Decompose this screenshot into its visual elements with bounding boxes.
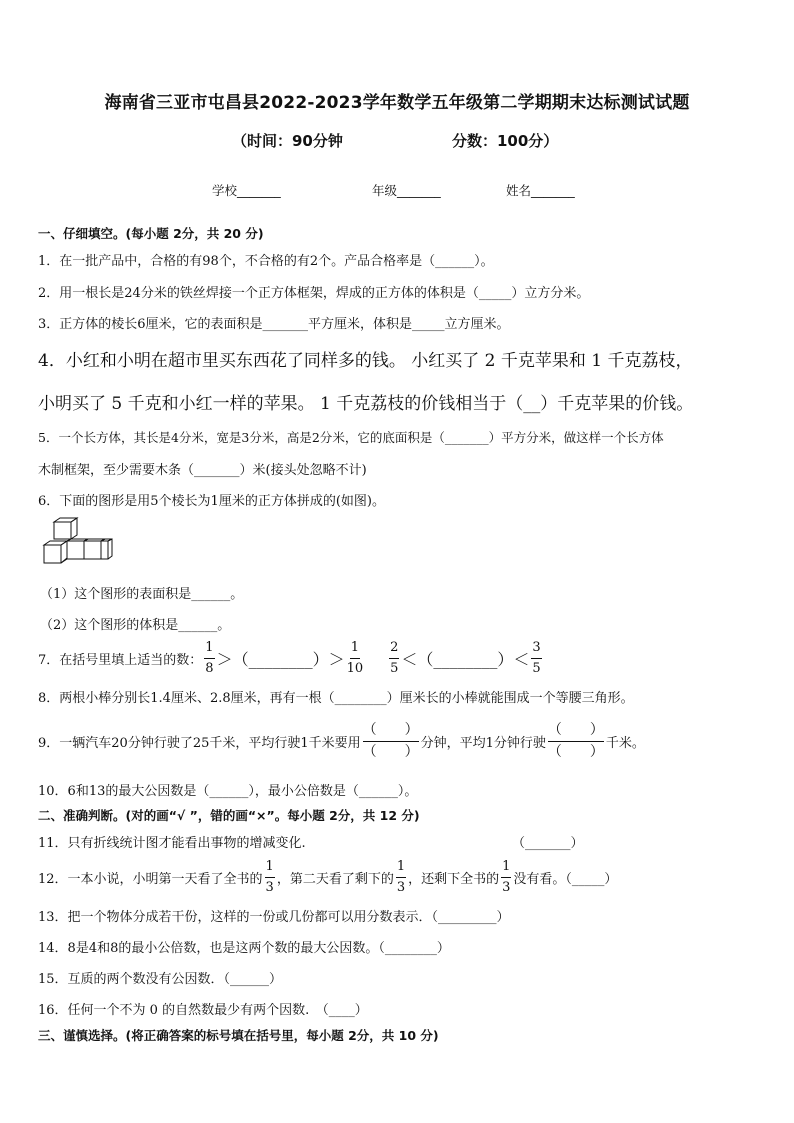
question-10: 10．6和13的最大公因数是（______），最小公倍数是（______）。 [38, 784, 418, 799]
section-heading-choice: 三、谨慎选择。(将正确答案的标号填在括号里，每小题 2分，共 10 分) [38, 1028, 439, 1043]
fraction-1-3: $\frac{1}{3}$ [502, 858, 511, 895]
question-6: 6．下面的图形是用5个棱长为1厘米的正方体拼成的(如图)。 [38, 494, 385, 509]
fraction-1-8: $\frac{1}{8}$ [205, 639, 214, 676]
cube-figure [40, 516, 120, 570]
fraction-1-10: $\frac{1}{10}$ [346, 639, 364, 676]
question-5-line1: 5．一个长方体，其长是4分米，宽是3分米，高是2分米，它的底面积是（_______）平方分米，做这样一个长方体 [38, 430, 664, 445]
section-heading-fill: 一、仔细填空。(每小题 2分，共 20 分) [38, 226, 264, 241]
question-4-line1: 4．小红和小明在超市里买东西花了同样多的钱。 小红买了 2 千克苹果和 1 千克荔枝， [38, 351, 693, 371]
exam-time: （时间：90分钟 [232, 132, 343, 150]
grade-field[interactable]: 年级_______ [372, 183, 441, 198]
question-14: 14．8是4和8的最小公倍数，也是这两个数的最大公因数。（________） [38, 941, 450, 956]
question-8: 8．两根小棒分别长1.4厘米、2.8厘米，再有一根（________）厘米长的小棒就能围成一个等腰三角形。 [38, 691, 634, 706]
question-13: 13．把一个物体分成若干份，这样的一份或几份都可以用分数表示．（_________） [38, 910, 510, 925]
question-6-1: （1）这个图形的表面积是______。 [40, 587, 244, 602]
fraction-2-5: $\frac{2}{5}$ [390, 639, 399, 676]
section-heading-judge: 二、准确判断。(对的画“√ ”，错的画“×”。每小题 2分，共 12 分) [38, 808, 420, 823]
question-1: 1．在一批产品中，合格的有98个，不合格的有2个。产品合格率是（______）。 [38, 254, 494, 269]
question-12-part-d: 没有看。（_____） [513, 871, 618, 887]
question-11-answer[interactable]: （_______） [512, 836, 584, 851]
question-7-prefix: 7．在括号里填上适当的数： [38, 652, 203, 668]
question-7-blank1: ＞（________）＞ [216, 649, 345, 669]
exam-score: 分数：100分） [452, 132, 559, 150]
name-field[interactable]: 姓名_______ [506, 183, 575, 198]
question-15: 15．互质的两个数没有公因数．（______） [38, 972, 283, 987]
fraction-1-3: $\frac{1}{3}$ [265, 858, 274, 895]
question-9-part-b: 分钟，平均1分钟行驶 [420, 735, 546, 751]
question-16: 16．任何一个不为 0 的自然数最少有两个因数. （____） [38, 1003, 368, 1018]
question-3: 3．正方体的棱长6厘米，它的表面积是_______平方厘米，体积是_____立方厘米。 [38, 317, 510, 332]
question-12-part-a: 12．一本小说，小明第一天看了全书的 [38, 871, 263, 887]
question-7 [38, 638, 544, 678]
school-field[interactable]: 学校_______ [212, 183, 281, 198]
question-9-part-c: 千米。 [605, 735, 645, 751]
question-12-part-b: ，第二天看了剩下的 [276, 871, 394, 887]
fraction-3-5: $\frac{3}{5}$ [532, 639, 541, 676]
blank-fraction-1[interactable]: $\frac{( )}{( )}$ [362, 721, 419, 760]
question-2: 2．用一根长是24分米的铁丝焊接一个正方体框架，焊成的正方体的体积是（_____）立方分米。 [38, 286, 590, 301]
page-title: 海南省三亚市屯昌县2022-2023学年数学五年级第二学期期末达标测试试题 [104, 93, 690, 113]
question-12 [38, 856, 617, 898]
question-9-part-a: 9．一辆汽车20分钟行驶了25千米，平均行驶1千米要用 [38, 735, 361, 751]
question-9 [38, 718, 645, 764]
blank-fraction-2[interactable]: $\frac{( )}{( )}$ [547, 721, 604, 760]
question-6-2: （2）这个图形的体积是______。 [40, 618, 231, 633]
question-4-line2: 小明买了 5 千克和小红一样的苹果。 1 千克荔枝的价钱相当于（__）千克苹果的价钱。 [38, 394, 694, 414]
fraction-1-3: $\frac{1}{3}$ [396, 858, 406, 895]
question-5-line2: 木制框架，至少需要木条（_______）米(接头处忽略不计) [38, 463, 367, 478]
question-11: 11．只有折线统计图才能看出事物的增减变化. [38, 836, 306, 851]
question-12-part-c: ，还剩下全书的 [408, 871, 500, 887]
question-7-blank2: ＜（________）＜ [401, 649, 530, 669]
